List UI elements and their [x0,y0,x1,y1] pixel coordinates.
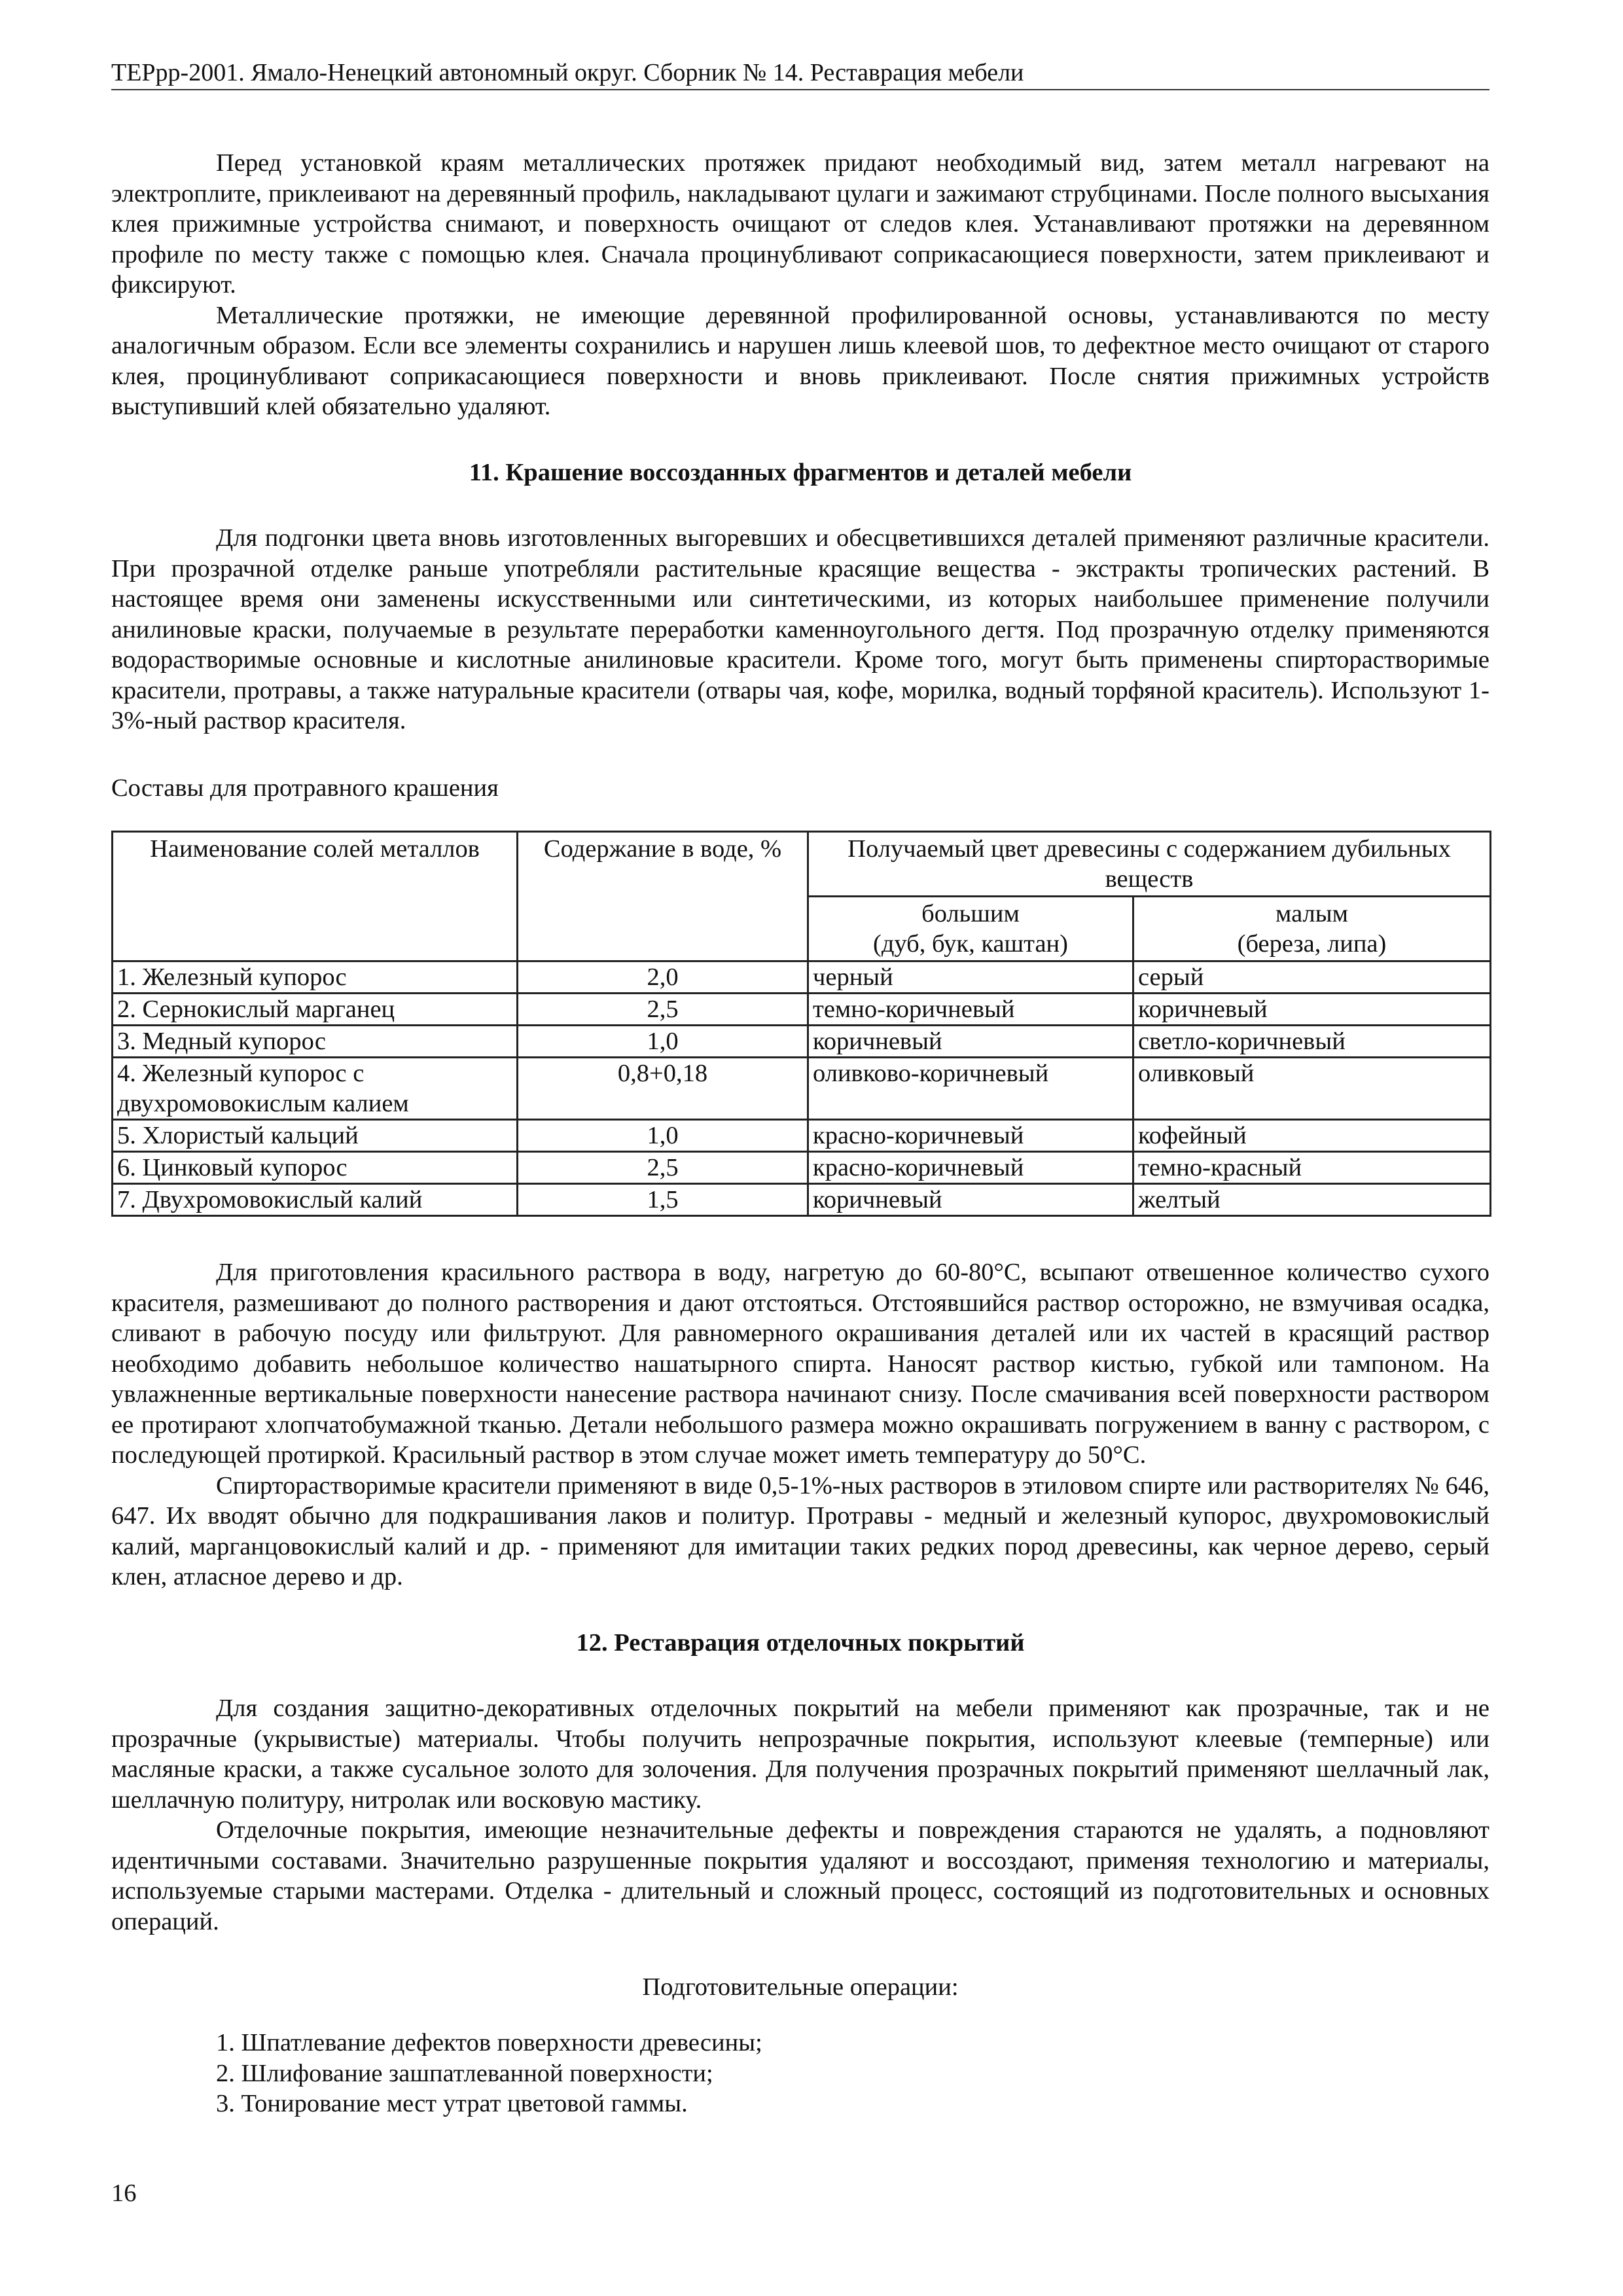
section-12-paragraph-1: Для создания защитно-декоративных отделочных покрытий на мебели применяют как прозрачные, так и не прозрачные (укрывистые) материалы. Чтобы получить непрозрачные покрытия, используют клеевые (темперные) или масляные краски, а также сусальное золото для золочения. Для получения прозрачных покрытий применяют шеллачный лак, шеллачную политуру, нитролак или восковую мастику. [111,1695,1489,1814]
intro-paragraph-2: Металлические протяжки, не имеющие деревянной профилированной основы, устанавливаются по месту аналогичным образом. Если все элементы сохранились и нарушен лишь клеевой шов, то дефектное место очищают от старого клея, процинубливают соприкасающиеся поверхности и вновь приклеивают. После снятия прижимных устройств выступивший клей обязательно удаляют. [111,301,1489,420]
cell-color-low: кофейный [1133,1120,1491,1152]
cell-color-high: темно-коричневый [808,994,1133,1026]
cell-content: 2,0 [518,961,808,994]
cell-color-high: красно-коричневый [808,1152,1133,1184]
section-12-heading: 12. Реставрация отделочных покрытий [576,1628,1025,1657]
cell-color-low: серый [1133,961,1491,994]
cell-color-high: черный [808,961,1133,994]
document-page [111,58,1489,2119]
preparatory-operations-title: Подготовительные операции: [642,1973,959,2001]
list-item: 2. Шлифование зашпатлеванной поверхности; [216,2059,713,2087]
section-11-paragraph: Для подгонки цвета вновь изготовленных выгоревших и обесцветившихся деталей применяют различные красители. При прозрачной отделке раньше употребляли растительные красящие вещества - экстракты тропических растений. В настоящее время они заменены искусственными или синтетическими, из которых наибольшее применение получили анилиновые краски, получаемые в результате переработки каменноугольного дегтя. Под прозрачную отделку применяются водорастворимые основные и кислотные анилиновые красители. Кроме того, могут быть применены спирторастворимые красители, протравы, а также натуральные красители (отвары чая, кофе, морилка, водный торфяной краситель). Используют 1- 3%-ный раствор красителя. [111,524,1489,734]
table-row [113,1120,1491,1152]
table-row [113,1026,1491,1058]
section-11-heading: 11. Крашение воссозданных фрагментов и деталей мебели [469,458,1132,486]
header-water-content: Содержание в воде, % [518,832,808,961]
cell-content: 0,8+0,18 [518,1058,808,1120]
cell-color-low: оливковый [1133,1058,1491,1120]
running-header: ТЕРрр-2001. Ямало-Ненецкий автономный округ. Сборник № 14. Реставрация мебели [111,58,1489,90]
table-caption: Составы для протравного крашения [111,774,499,802]
section-12-paragraph-2: Отделочные покрытия, имеющие незначительные дефекты и повреждения стараются не удалять, а подновляют идентичными составами. Значительно разрушенные покрытия удаляют и воссоздают, применяя технологию и материалы, используемые старыми мастерами. Отделка - длительный и сложный процесс, состоящий из подготовительных и основных операций. [111,1816,1489,1935]
header-low-label: малым [1275,900,1348,927]
section-11-paragraph-after-1: Для приготовления красильного раствора в воду, нагретую до 60-80°C, всыпают отвешенное количество сухого красителя, размешивают до полного растворения и дают отстояться. Отстоявшийся раствор осторожно, не взмучивая осадка, сливают в рабочую посуду или фильтруют. Для равномерного окрашивания деталей или их частей в красящий раствор необходимо добавить небольшое количество нашатырного спирта. Наносят раствор кистью, губкой или тампоном. На увлажненные вертикальные поверхности нанесение раствора начинают снизу. После смачивания всей поверхности раствором ее протирают хлопчатобумажной тканью. Детали небольшого размера можно окрашивать погружением в ванну с раствором, с последующей протиркой. Красильный раствор в этом случае может иметь температуру до 50°C. [111,1259,1489,1469]
header-high-label: большим [921,900,1020,927]
header-wood-color-group: Получаемый цвет древесины с содержанием дубильных веществ [808,832,1491,897]
cell-color-high: коричневый [808,1184,1133,1216]
header-salt-name: Наименование солей металлов [113,832,518,961]
cell-content: 2,5 [518,1152,808,1184]
header-high-examples: (дуб, бук, каштан) [873,930,1068,958]
cell-salt-name: 6. Цинковый купорос [113,1152,518,1184]
table-row [113,994,1491,1026]
cell-content: 1,0 [518,1026,808,1058]
table-row [113,1058,1491,1120]
cell-salt-name: 7. Двухромовокислый калий [113,1184,518,1216]
cell-content: 2,5 [518,994,808,1026]
header-low-tannin [1133,897,1491,961]
table-row [113,1184,1491,1216]
cell-salt-name: 4. Железный купорос с двухромовокислым калием [113,1058,518,1120]
cell-salt-name: 5. Хлористый кальций [113,1120,518,1152]
page-number: 16 [111,2179,137,2207]
header-high-tannin [808,897,1133,961]
intro-paragraph-1: Перед установкой краям металлических протяжек придают необходимый вид, затем металл нагревают на электроплите, приклеивают на деревянный профиль, накладывают цулаги и зажимают струбцинами. После полного высыхания клея прижимные устройства снимают, и поверхность очищают от следов клея. Устанавливают протяжки на деревянном профиле по месту также с помощью клея. Сначала процинубливают соприкасающиеся поверхности, затем приклеивают и фиксируют. [111,149,1489,298]
cell-color-high: красно-коричневый [808,1120,1133,1152]
list-item: 3. Тонирование мест утрат цветовой гаммы. [216,2090,688,2117]
cell-color-high: оливково-коричневый [808,1058,1133,1120]
cell-color-high: коричневый [808,1026,1133,1058]
cell-salt-name: 3. Медный купорос [113,1026,518,1058]
header-low-examples: (береза, липа) [1237,930,1387,958]
cell-content: 1,0 [518,1120,808,1152]
mordant-dyeing-table [111,831,1491,1217]
cell-color-low: темно-красный [1133,1152,1491,1184]
table-row [113,1152,1491,1184]
table-header-row [113,832,1491,897]
cell-salt-name: 2. Сернокислый марганец [113,994,518,1026]
cell-color-low: желтый [1133,1184,1491,1216]
cell-color-low: коричневый [1133,994,1491,1026]
list-item: 1. Шпатлевание дефектов поверхности древесины; [216,2029,762,2056]
cell-content: 1,5 [518,1184,808,1216]
section-11-paragraph-after-2: Спирторастворимые красители применяют в виде 0,5-1%-ных растворов в этиловом спирте или растворителях № 646, 647. Их вводят обычно для подкрашивания лаков и политур. Протравы - медный и железный купорос, двухромовокислый калий, марганцовокислый калий и др. - применяют для имитации таких редких пород древесины, как черное дерево, серый клен, атласное дерево и др. [111,1471,1489,1590]
cell-color-low: светло-коричневый [1133,1026,1491,1058]
table-row [113,961,1491,994]
cell-salt-name: 1. Железный купорос [113,961,518,994]
